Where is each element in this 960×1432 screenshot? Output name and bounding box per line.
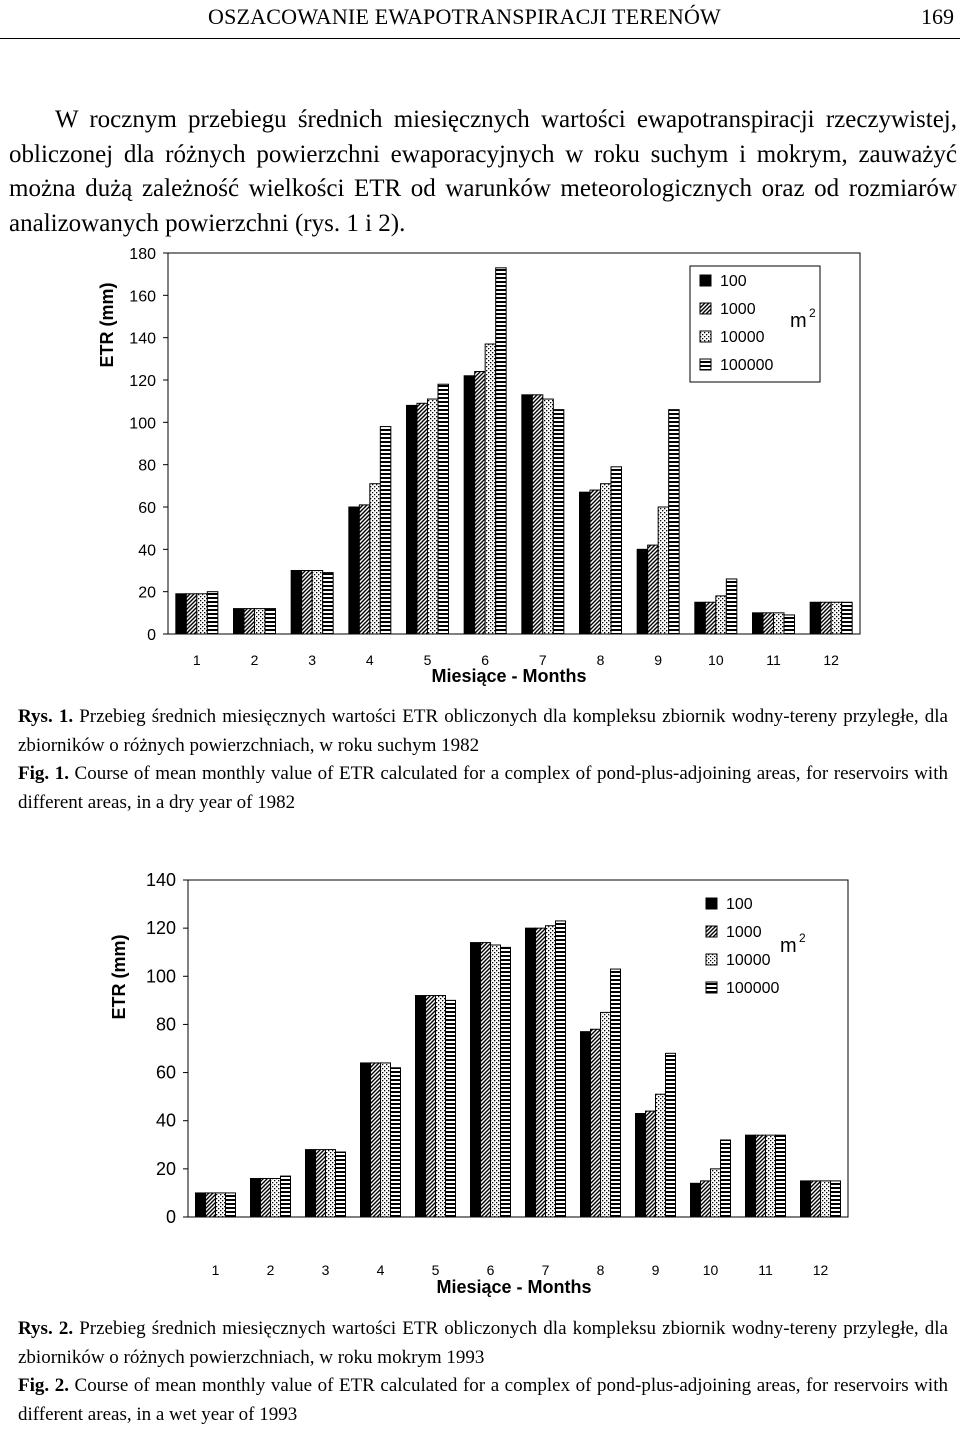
- chart-1-y-tick-label: 180: [129, 246, 156, 263]
- chart-1-x-tick-label: 10: [708, 652, 724, 668]
- chart-2-bar-month-12-series-100: [801, 1181, 811, 1217]
- chart-2-bar-month-4-series-1000: [371, 1063, 381, 1217]
- chart-2-bar-month-3-series-1000: [316, 1150, 326, 1217]
- chart-2-bar-month-8-series-10000: [601, 1012, 611, 1217]
- chart-2-bar-month-7-series-10000: [546, 926, 556, 1217]
- chart-1-bar-month-3-series-1000: [302, 571, 313, 635]
- page-number: 169: [921, 4, 954, 29]
- chart-1-legend-unit: m: [790, 310, 807, 332]
- chart-1-bar-month-4-series-100: [349, 507, 360, 634]
- chart-2-bar-month-10-series-10000: [711, 1169, 721, 1217]
- figure-1-chart: [0, 240, 960, 690]
- chart-2-bar-month-2-series-100000: [281, 1176, 291, 1217]
- chart-2-legend-label: 1000: [726, 924, 762, 941]
- caption-2-polish: [18, 1315, 948, 1372]
- chart-2-x-tick-label: 7: [541, 1262, 550, 1278]
- chart-1-legend-unit-superscript: 2: [809, 306, 816, 320]
- chart-1-x-tick-label: 11: [766, 652, 781, 668]
- chart-2-y-tick-label: 140: [145, 870, 176, 890]
- chart-2-y-tick-label: 40: [155, 1110, 176, 1131]
- chart-2-legend-label: 100: [726, 896, 753, 913]
- chart-1-x-tick-label: 5: [423, 652, 432, 668]
- chart-2-bar-month-6-series-100000: [501, 947, 511, 1217]
- chart-2-bar-month-3-series-100: [306, 1150, 316, 1217]
- chart-2-y-tick-label: 120: [145, 918, 176, 939]
- chart-1-bar-month-1-series-1000: [186, 594, 197, 634]
- chart-2-bar-month-12-series-1000: [811, 1181, 821, 1217]
- caption-2-english-text: Course of mean monthly value of ETR calculated for a complex of pond-plus-adjoining areas, for reservoirs with different areas, in a wet year of 1993: [18, 1375, 948, 1425]
- chart-2-bar-month-9-series-100000: [666, 1053, 676, 1217]
- chart-1-bar-month-9-series-1000: [648, 545, 659, 634]
- chart-1-legend-swatch: [700, 359, 711, 370]
- chart-2-bar-month-7-series-1000: [536, 928, 546, 1217]
- chart-1-bar-month-4-series-10000: [370, 484, 381, 634]
- chart-1-y-tick-label: 120: [129, 373, 156, 390]
- chart-2-bar-month-3-series-10000: [326, 1150, 336, 1217]
- chart-2-bar-month-4-series-10000: [381, 1063, 391, 1217]
- chart-1-bar-month-8-series-1000: [590, 490, 601, 634]
- chart-1-bar-month-4-series-1000: [359, 505, 370, 634]
- chart-1-bar-month-2-series-10000: [255, 609, 266, 634]
- chart-1-x-tick-label: 8: [596, 652, 605, 668]
- chart-2-bar-month-2-series-1000: [261, 1178, 271, 1217]
- chart-1-x-tick-label: 7: [538, 652, 547, 668]
- chart-1-legend-swatch: [700, 303, 711, 314]
- chart-1-x-tick-label: 6: [481, 652, 490, 668]
- chart-1-bar-month-6-series-10000: [485, 344, 496, 634]
- chart-2-bar-month-7-series-100000: [556, 921, 566, 1217]
- chart-1-y-axis-title: ETR (mm): [97, 282, 117, 368]
- caption-2-english-label: Fig. 2.: [18, 1375, 69, 1396]
- chart-2-bar-month-8-series-1000: [591, 1029, 601, 1217]
- chart-2-legend-swatch: [706, 898, 717, 909]
- chart-1-svg: [0, 240, 960, 690]
- chart-2-legend-swatch: [706, 982, 717, 993]
- chart-1-bar-month-11-series-100: [753, 613, 764, 634]
- chart-2-x-tick-label: 10: [702, 1262, 719, 1278]
- chart-1-bar-month-7-series-100: [522, 395, 533, 634]
- chart-2-bar-month-12-series-10000: [821, 1181, 831, 1217]
- intro-paragraph: W rocznym przebiegu średnich miesięcznych wartości ewapotranspiracji rzeczywistej, obliczonej dla różnych powierzchni ewaporacyjnych w roku suchym i mokrym, zauważyć można dużą zależność wielkości ETR od warunków meteorologicznych oraz od rozmiarów analizowanych powierzchni (rys. 1 i 2).: [9, 106, 957, 237]
- chart-1-bar-month-6-series-1000: [475, 372, 486, 634]
- chart-1-bar-month-7-series-100000: [553, 410, 564, 634]
- chart-2-x-tick-label: 5: [431, 1262, 440, 1278]
- chart-1-y-tick-label: 100: [129, 415, 156, 433]
- chart-2-bar-month-7-series-100: [526, 928, 536, 1217]
- chart-1-bar-month-1-series-100000: [207, 592, 218, 634]
- chart-2-legend-label: 10000: [726, 952, 771, 969]
- chart-2-bar-month-9-series-10000: [656, 1094, 666, 1217]
- chart-2-y-axis-title: ETR (mm): [109, 934, 129, 1020]
- chart-1-y-tick-label: 140: [129, 330, 156, 348]
- chart-1-x-tick-label: 9: [654, 652, 663, 668]
- chart-2-bar-month-10-series-100000: [721, 1140, 731, 1217]
- chart-2-bar-month-1-series-10000: [216, 1193, 226, 1217]
- chart-2-legend-swatch: [706, 926, 717, 937]
- chart-1-x-axis-title: Miesiące - Months: [431, 666, 587, 686]
- chart-1-bar-month-3-series-100: [291, 571, 302, 635]
- chart-2-y-tick-label: 20: [155, 1158, 176, 1179]
- chart-2-y-tick-label: 60: [155, 1062, 176, 1083]
- chart-2-bar-month-5-series-100000: [446, 1000, 456, 1217]
- caption-2-polish-label: Rys. 2.: [18, 1318, 74, 1339]
- chart-1-bar-month-7-series-1000: [532, 395, 543, 634]
- chart-1-legend-label: 100000: [720, 357, 774, 374]
- chart-2-bar-month-8-series-100000: [611, 969, 621, 1217]
- caption-1-polish-text: Przebieg średnich miesięcznych wartości ETR obliczonych dla kompleksu zbiornik wodny-tereny przyległe, dla zbiorników o różnych powierzchniach, w roku suchym 1982: [18, 706, 948, 756]
- chart-2-bar-month-10-series-1000: [701, 1181, 711, 1217]
- chart-1-bar-month-8-series-100: [580, 492, 591, 634]
- chart-1-bar-month-7-series-10000: [543, 399, 554, 634]
- caption-1-polish-label: Rys. 1.: [18, 706, 74, 727]
- chart-2-bar-month-9-series-1000: [646, 1111, 656, 1217]
- chart-1-y-tick-label: 60: [138, 500, 156, 517]
- chart-1-y-tick-label: 0: [147, 627, 156, 644]
- chart-2-bar-month-1-series-100: [196, 1193, 206, 1217]
- chart-1-bar-month-12-series-100000: [842, 602, 853, 634]
- chart-1-y-tick-label: 160: [129, 288, 156, 306]
- chart-1-bar-month-10-series-1000: [705, 602, 716, 634]
- chart-1-bar-month-9-series-100000: [669, 410, 680, 634]
- caption-2: [18, 1315, 948, 1429]
- chart-2-bar-month-11-series-100: [746, 1135, 756, 1217]
- running-header: [0, 0, 960, 39]
- chart-2-bar-month-11-series-1000: [756, 1135, 766, 1217]
- chart-1-bar-month-12-series-10000: [831, 602, 842, 634]
- caption-1-english-label: Fig. 1.: [18, 763, 69, 784]
- chart-1-bar-month-9-series-10000: [658, 507, 669, 634]
- chart-1-bar-month-12-series-1000: [821, 602, 832, 634]
- chart-2-x-tick-label: 6: [486, 1262, 495, 1278]
- chart-1-bar-month-5-series-10000: [428, 399, 439, 634]
- chart-1-bar-month-9-series-100: [637, 549, 648, 634]
- chart-1-bar-month-1-series-100: [176, 594, 187, 634]
- chart-1-bar-month-5-series-100: [407, 405, 418, 634]
- chart-2-svg: [0, 862, 960, 1312]
- chart-1-bar-month-1-series-10000: [197, 594, 208, 634]
- chart-2-bar-month-1-series-1000: [206, 1193, 216, 1217]
- chart-2-y-tick-label: 80: [155, 1014, 176, 1035]
- chart-2-bar-month-3-series-100000: [336, 1152, 346, 1217]
- chart-2-x-axis-title: Miesiące - Months: [436, 1277, 592, 1297]
- chart-2-bar-month-12-series-100000: [831, 1181, 841, 1217]
- chart-2-bar-month-8-series-100: [581, 1032, 591, 1217]
- chart-1-bar-month-3-series-100000: [323, 573, 334, 634]
- caption-1-polish: [18, 703, 948, 760]
- chart-2-bar-month-10-series-100: [691, 1183, 701, 1217]
- caption-1-english-text: Course of mean monthly value of ETR calculated for a complex of pond-plus-adjoining areas, for reservoirs with different areas, in a dry year of 1982: [18, 763, 948, 813]
- chart-1-bar-month-12-series-100: [810, 602, 821, 634]
- caption-2-polish-text: Przebieg średnich miesięcznych wartości ETR obliczonych dla kompleksu zbiornik wodny-tereny przyległe, dla zbiorników o różnych powierzchniach, w roku mokrym 1993: [18, 1318, 948, 1368]
- chart-1-legend-label: 10000: [720, 329, 765, 346]
- chart-2-x-tick-label: 1: [211, 1262, 220, 1278]
- chart-1-bar-month-8-series-100000: [611, 467, 622, 634]
- chart-1-bar-month-5-series-1000: [417, 403, 428, 634]
- chart-2-bar-month-5-series-100: [416, 996, 426, 1217]
- chart-1-x-tick-label: 1: [192, 652, 201, 668]
- chart-2-bar-month-11-series-10000: [766, 1135, 776, 1217]
- chart-1-bar-month-6-series-100: [464, 376, 475, 634]
- chart-2-x-tick-label: 4: [376, 1262, 385, 1278]
- chart-2-legend-unit-superscript: 2: [799, 931, 806, 945]
- chart-2-bar-month-11-series-100000: [776, 1135, 786, 1217]
- chart-2-legend-unit: m: [780, 935, 797, 957]
- chart-2-bar-month-1-series-100000: [226, 1193, 236, 1217]
- chart-1-y-tick-label: 20: [138, 584, 156, 602]
- chart-1-bar-month-6-series-100000: [496, 268, 507, 634]
- chart-2-bar-month-2-series-100: [251, 1178, 261, 1217]
- chart-1-bar-month-10-series-100: [695, 602, 706, 634]
- chart-1-legend-label: 100: [720, 273, 747, 290]
- chart-2-x-tick-label: 8: [596, 1262, 605, 1278]
- chart-1-legend-label: 1000: [720, 301, 756, 318]
- chart-2-bar-month-6-series-100: [471, 943, 481, 1217]
- chart-1-bar-month-11-series-1000: [763, 613, 774, 634]
- chart-2-bar-month-9-series-100: [636, 1113, 646, 1217]
- chart-2-y-tick-label: 0: [165, 1207, 176, 1227]
- chart-1-bar-month-3-series-10000: [312, 571, 323, 635]
- chart-1-legend-swatch: [700, 275, 711, 286]
- chart-2-legend-label: 100000: [726, 980, 780, 997]
- caption-1-english: [18, 760, 948, 817]
- chart-1-bar-month-11-series-100000: [784, 615, 795, 634]
- chart-2-bar-month-4-series-100000: [391, 1068, 401, 1217]
- caption-2-english: [18, 1372, 948, 1429]
- chart-1-x-tick-label: 3: [308, 652, 317, 668]
- chart-1-bar-month-10-series-10000: [716, 596, 727, 634]
- chart-1-y-tick-label: 40: [138, 542, 156, 560]
- chart-2-x-tick-label: 2: [266, 1262, 275, 1278]
- chart-1-bar-month-2-series-1000: [244, 609, 255, 634]
- chart-2-x-tick-label: 12: [812, 1262, 829, 1278]
- chart-1-x-tick-label: 4: [365, 652, 374, 668]
- caption-1: [18, 703, 948, 817]
- chart-2-legend-swatch: [706, 954, 717, 965]
- chart-2-x-tick-label: 9: [651, 1262, 660, 1278]
- chart-1-x-tick-label: 2: [250, 652, 259, 668]
- chart-1-bar-month-2-series-100000: [265, 609, 276, 634]
- chart-1-bar-month-2-series-100: [234, 609, 245, 634]
- chart-2-bar-month-5-series-10000: [436, 996, 446, 1217]
- chart-2-bar-month-5-series-1000: [426, 996, 436, 1217]
- chart-2-x-tick-label: 3: [321, 1262, 330, 1278]
- chart-2-bar-month-6-series-1000: [481, 943, 491, 1217]
- chart-2-bar-month-6-series-10000: [491, 945, 501, 1217]
- chart-1-y-tick-label: 80: [138, 457, 156, 475]
- chart-1-bar-month-8-series-10000: [601, 484, 612, 634]
- chart-1-bar-month-11-series-10000: [774, 613, 785, 634]
- chart-2-x-tick-label: 11: [758, 1262, 773, 1278]
- chart-1-bar-month-10-series-100000: [726, 579, 737, 634]
- chart-2-bar-month-2-series-10000: [271, 1178, 281, 1217]
- chart-1-bar-month-5-series-100000: [438, 384, 449, 634]
- chart-1-legend-swatch: [700, 331, 711, 342]
- figure-2-chart: [0, 862, 960, 1312]
- header-title: OSZACOWANIE EWAPOTRANSPIRACJI TERENÓW: [208, 4, 721, 29]
- chart-1-bar-month-4-series-100000: [380, 427, 391, 634]
- chart-1-x-tick-label: 12: [823, 652, 839, 668]
- chart-2-bar-month-4-series-100: [361, 1063, 371, 1217]
- chart-2-y-tick-label: 100: [145, 966, 176, 987]
